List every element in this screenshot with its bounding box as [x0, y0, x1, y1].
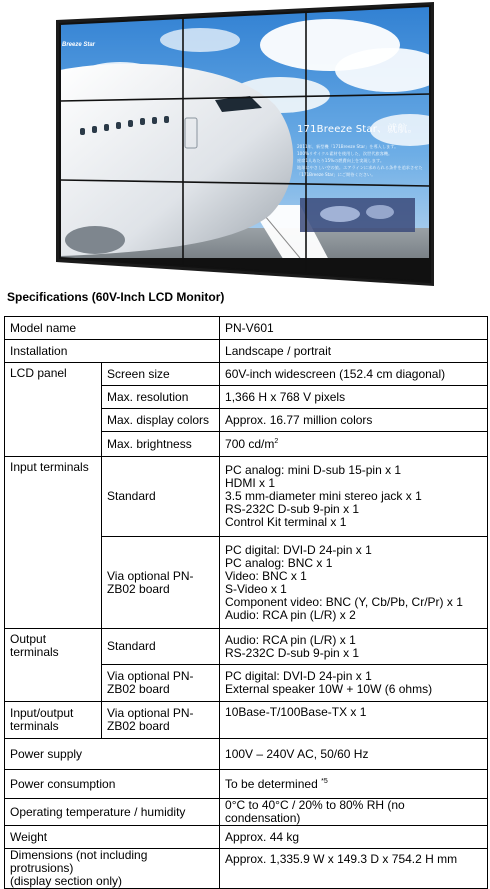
row-sublabel: Standard [102, 629, 220, 665]
sublabel-line: ZB02 board [107, 581, 170, 596]
row-value: Landscape / portrait [220, 340, 488, 363]
row-sublabel: Standard [102, 457, 220, 537]
label-line: Input/output [10, 706, 74, 720]
table-row [5, 739, 488, 770]
hero-headline: 171Breeze Star、就航。 [297, 124, 418, 135]
label-line: Dimensions (not including protrusions) [10, 848, 148, 875]
value-line: Audio: RCA pin (L/R) x 2 [225, 607, 356, 622]
value-line: RS-232C D-sub 9-pin x 1 [225, 645, 360, 660]
table-row [5, 702, 488, 739]
brightness-value: 700 cd/m [225, 436, 275, 451]
hero-caption [297, 120, 423, 194]
value-line: Control Kit terminal x 1 [225, 515, 347, 529]
row-value [220, 457, 488, 537]
table-row [5, 849, 488, 889]
footnote-marker: *5 [321, 777, 328, 785]
hero-brand-logo: Breeze Star [62, 42, 96, 48]
sublabel-line: Via optional PN- [107, 568, 194, 583]
value-line: HDMI x 1 [225, 476, 276, 490]
hero-caption-line: 100%リサイクル素材を使用した、次世代旅客機。 [297, 151, 393, 156]
row-label: Installation [5, 340, 220, 363]
superscript: 2 [274, 437, 279, 445]
sublabel-line: ZB02 board [107, 682, 170, 696]
value-line: S-Video x 1 [225, 581, 287, 596]
specifications-table [4, 316, 488, 889]
row-label: Input terminals [5, 457, 102, 629]
table-row [5, 457, 488, 537]
row-value: Approx. 16.77 million colors [220, 409, 488, 432]
consumption-value: To be determined [225, 776, 318, 791]
value-line: External speaker 10W + 10W (6 ohms) [225, 682, 433, 696]
hero-caption-line: 座席1人あたり15%の燃費向上を実現します。 [297, 158, 385, 163]
row-label: Power supply [5, 739, 220, 770]
row-label [5, 702, 102, 739]
row-sublabel: Max. resolution [102, 386, 220, 409]
product-image [0, 0, 490, 282]
row-value [220, 665, 488, 702]
row-label: LCD panel [5, 363, 102, 457]
table-row [5, 363, 488, 386]
row-label: Operating temperature / humidity [5, 799, 220, 826]
row-value [220, 770, 488, 799]
table-row [5, 799, 488, 826]
value-line: 3.5 mm-diameter mini stereo jack x 1 [225, 489, 422, 503]
row-label: Output terminals [5, 629, 102, 702]
row-sublabel: Max. brightness [102, 432, 220, 457]
table-row [5, 317, 488, 340]
hero-caption-line: 「171Breeze Star」にご期待ください。 [297, 172, 376, 177]
row-sublabel [102, 665, 220, 702]
row-value: Approx. 44 kg [220, 826, 488, 849]
value-line: PC digital: DVI-D 24-pin x 1 [225, 669, 372, 683]
value-line: RS-232C D-sub 9-pin x 1 [225, 502, 360, 516]
value-line: PC analog: BNC x 1 [225, 555, 333, 570]
row-value: 0°C to 40°C / 20% to 80% RH (no condensation) [220, 799, 488, 826]
sublabel-line: Via optional PN- [107, 669, 194, 683]
hero-caption-line: 地球にやさしい空の旅。エアラインに求められる条件を追求させた [297, 165, 423, 170]
table-row [5, 770, 488, 799]
specifications-heading: Specifications (60V-Inch LCD Monitor) [7, 290, 225, 304]
hero-caption-line: 2011年、新型機「171Breeze Star」を導入します。 [297, 144, 399, 149]
row-value: PN-V601 [220, 317, 488, 340]
row-sublabel [102, 702, 220, 739]
value-line: Component video: BNC (Y, Cb/Pb, Cr/Pr) x 1 [225, 594, 463, 609]
table-row [5, 629, 488, 665]
row-label [5, 849, 220, 889]
row-value: 1,366 H x 768 V pixels [220, 386, 488, 409]
row-value [220, 537, 488, 629]
row-value [220, 432, 488, 457]
sublabel-line: Via optional PN- [107, 706, 194, 720]
row-value [220, 629, 488, 665]
value-line: Audio: RCA pin (L/R) x 1 [225, 632, 356, 647]
label-line: (display section only) [10, 874, 123, 888]
row-value: Approx. 1,335.9 W x 149.3 D x 754.2 H mm [220, 849, 488, 889]
row-label: Weight [5, 826, 220, 849]
row-label: Model name [5, 317, 220, 340]
sublabel-line: ZB02 board [107, 719, 170, 733]
table-row [5, 826, 488, 849]
value-line: PC digital: DVI-D 24-pin x 1 [225, 542, 372, 557]
row-label: Power consumption [5, 770, 220, 799]
row-value: 60V-inch widescreen (152.4 cm diagonal) [220, 363, 488, 386]
value-line: Video: BNC x 1 [225, 568, 307, 583]
table-row [5, 340, 488, 363]
row-sublabel [102, 537, 220, 629]
row-sublabel: Max. display colors [102, 409, 220, 432]
value-line: PC analog: mini D-sub 15-pin x 1 [225, 463, 402, 477]
row-value: 100V – 240V AC, 50/60 Hz [220, 739, 488, 770]
row-sublabel: Screen size [102, 363, 220, 386]
row-value: 10Base-T/100Base-TX x 1 [220, 702, 488, 739]
label-line: terminals [10, 719, 59, 733]
